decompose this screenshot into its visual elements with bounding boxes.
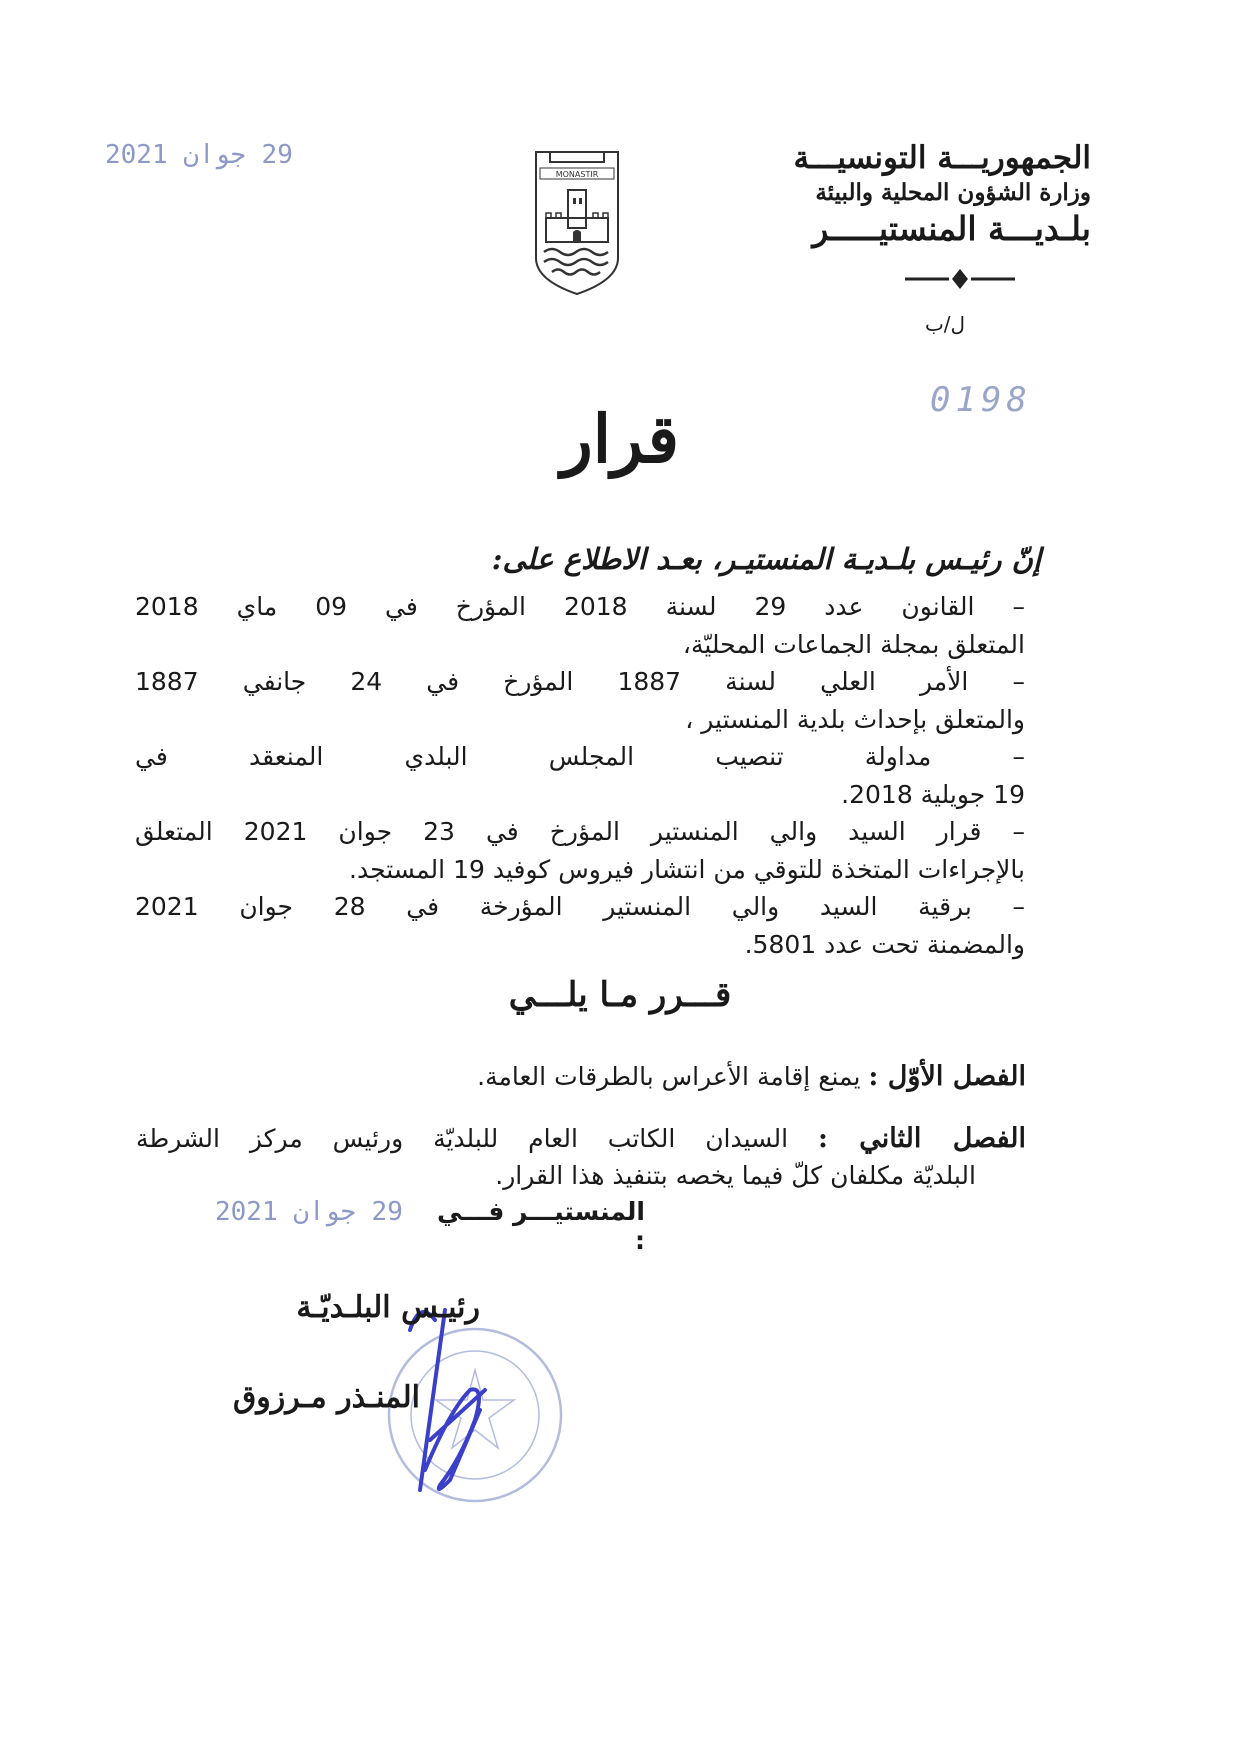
monastir-coat-of-arms-icon — [530, 148, 624, 298]
consideration-line: – برقية السيد والي المنستير المؤرخة في 28 جوان 2021 — [135, 892, 1025, 921]
article-2 — [136, 1120, 1026, 1194]
consideration-line: – قرار السيد والي المنستير المؤرخ في 23 جوان 2021 المتعلق — [135, 817, 1025, 846]
consideration-line: – مداولة تنصيب المجلس البلدي المنعقد في — [135, 742, 1025, 771]
article-label: الفصل الثاني : — [817, 1123, 1026, 1154]
logo-label: MONASTIR — [555, 170, 599, 179]
municipality-name: بلـديـــة المنستيـــــر — [812, 209, 1091, 248]
consideration-line: 19 جويلية 2018. — [841, 779, 1025, 809]
document-title: قرار — [560, 400, 680, 478]
consideration-line: بالإجراءات المتخذة للتوقي من انتشار فيروس كوفيد 19 المستجد. — [349, 854, 1025, 884]
preamble-heading: إنّ رئيـس بلـديـة المنستيـر، بعـد الاطلاع على: — [491, 542, 1041, 576]
reference-code: ل/ب — [924, 312, 966, 336]
article-label: الفصل الأوّل : — [868, 1061, 1026, 1092]
republic-name: الجمهوريـــة التونسيـــة — [793, 140, 1091, 176]
signatory-name: المنـذر مـرزوق — [232, 1380, 420, 1415]
consideration-line: والمتعلق بإحداث بلدية المنستير ، — [685, 704, 1025, 734]
signatory-title: رئيـس البلـديّـة — [296, 1290, 480, 1325]
date-stamp-place: 29 جوان 2021 — [215, 1197, 403, 1227]
article-1 — [266, 1058, 1026, 1095]
place-label: المنستيـــر فـــي : — [437, 1197, 645, 1255]
letterhead — [671, 138, 1091, 250]
registration-number-stamp: 0198 — [930, 380, 1032, 420]
article-text: يمنع إقامة الأعراس بالطرقات العامة. — [477, 1062, 861, 1091]
consideration-line: والمضمنة تحت عدد 5801. — [744, 929, 1025, 959]
ministry-name: وزارة الشؤون المحلية والبيئة — [815, 179, 1091, 206]
date-stamp-top: 29 جوان 2021 — [105, 140, 293, 170]
consideration-line: – الأمر العلي لسنة 1887 المؤرخ في 24 جانفي 1887 — [135, 667, 1025, 696]
consideration-line: المتعلق بمجلة الجماعات المحليّة، — [682, 629, 1025, 659]
considerations-list — [135, 588, 1025, 963]
article-text-continued: البلديّة مكلفان كلّ فيما يخصه بتنفيذ هذا القرار. — [495, 1161, 976, 1190]
article-text: السيدان الكاتب العام للبلديّة ورئيس مركز الشرطة — [136, 1124, 789, 1153]
consideration-line: – القانون عدد 29 لسنة 2018 المؤرخ في 09 ماي 2018 — [135, 592, 1025, 621]
decision-heading: قـــرر مـا يلـــي — [508, 975, 732, 1015]
diamond-ornament-icon — [905, 268, 1015, 290]
